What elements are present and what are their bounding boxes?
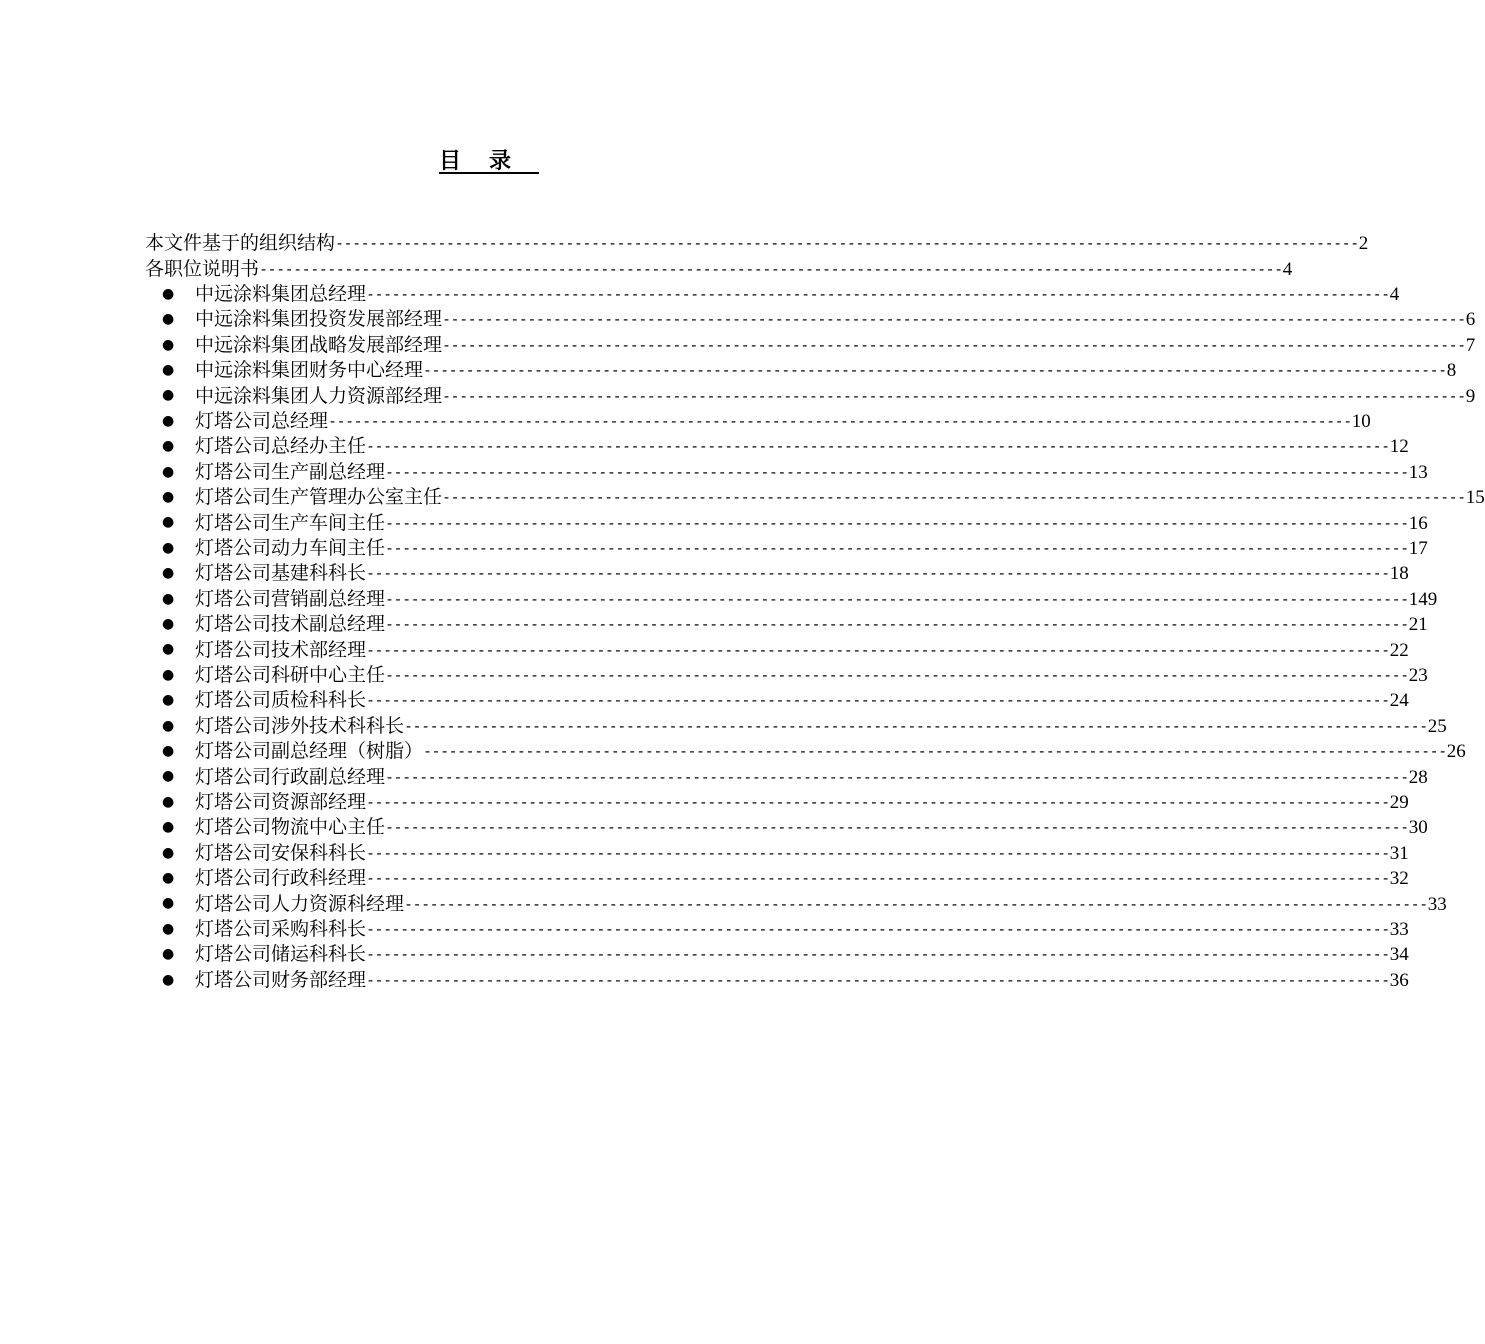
toc-entry[interactable] <box>162 688 1409 713</box>
toc-leader: ------------------------------------------------------------------------------------------------------------------------ <box>385 767 1409 786</box>
toc-entry-label: 灯塔公司行政科经理 <box>195 867 367 890</box>
toc-entry[interactable] <box>162 409 1371 434</box>
bullet-icon: ● <box>162 489 175 505</box>
toc-entry-label: 中远涂料集团总经理 <box>195 282 367 305</box>
bullet-icon: ● <box>162 311 175 328</box>
toc-entry-page-number: 22 <box>1389 639 1409 661</box>
toc-entry-label: 灯塔公司储运科科长 <box>195 943 367 966</box>
toc-leader: ------------------------------------------------------------------------------------------------------------------------ <box>385 589 1409 608</box>
toc-entry[interactable] <box>162 282 1400 307</box>
toc-entry-page-number: 31 <box>1389 842 1409 864</box>
toc-entry-label: 灯塔公司人力资源科经理 <box>195 892 405 915</box>
toc-entry-label: 灯塔公司采购科科长 <box>195 917 367 940</box>
toc-entry[interactable] <box>162 307 1476 332</box>
bullet-icon: ● <box>162 870 175 886</box>
toc-entry[interactable] <box>162 790 1409 815</box>
toc-entry-page-number: 16 <box>1408 512 1428 534</box>
toc-entry-label: 中远涂料集团投资发展部经理 <box>195 308 443 331</box>
toc-leader: ------------------------------------------------------------------------------------------------------------------------ <box>366 945 1390 964</box>
toc-entry-page-number: 23 <box>1408 664 1428 686</box>
toc-entry-page-number: 15 <box>1465 487 1485 509</box>
bullet-icon: ● <box>162 590 175 607</box>
bullet-icon: ● <box>162 362 175 378</box>
toc-entry-page-number: 2 <box>1358 233 1369 255</box>
toc-entry[interactable] <box>162 866 1409 891</box>
toc-leader: ------------------------------------------------------------------------------------------------------------------------ <box>366 792 1390 811</box>
toc-leader: ------------------------------------------------------------------------------------------------------------------------ <box>385 818 1409 837</box>
bullet-icon: ● <box>162 793 175 810</box>
toc-entry[interactable] <box>162 434 1409 459</box>
toc-entry[interactable] <box>162 460 1428 485</box>
toc-entry-label: 灯塔公司涉外技术科科长 <box>195 714 405 737</box>
toc-entry[interactable] <box>145 231 1369 256</box>
toc-entry-label: 灯塔公司技术副总经理 <box>195 613 386 636</box>
toc-entry[interactable] <box>162 942 1409 967</box>
toc-entry[interactable] <box>162 891 1447 916</box>
toc-entry-page-number: 12 <box>1389 436 1409 458</box>
toc-entry-page-number: 34 <box>1389 944 1409 966</box>
toc-entry-page-number: 10 <box>1351 410 1371 432</box>
toc-entry-page-number: 17 <box>1408 537 1428 559</box>
toc-leader: ------------------------------------------------------------------------------------------------------------------------ <box>366 640 1390 659</box>
toc-entry-label: 灯塔公司资源部经理 <box>195 790 367 813</box>
toc-entry-page-number: 29 <box>1389 791 1409 813</box>
toc-entry-label: 灯塔公司生产管理办公室主任 <box>195 486 443 509</box>
bullet-icon: ● <box>162 463 175 480</box>
toc-entry-label: 灯塔公司科研中心主任 <box>195 663 386 686</box>
toc-entry-label: 灯塔公司动力车间主任 <box>195 536 386 559</box>
toc-entry-label: 灯塔公司行政副总经理 <box>195 765 386 788</box>
toc-leader: ------------------------------------------------------------------------------------------------------------------------ <box>366 843 1390 862</box>
toc-leader: ------------------------------------------------------------------------------------------------------------------------ <box>366 564 1390 583</box>
toc-leader: ------------------------------------------------------------------------------------------------------------------------ <box>385 513 1409 532</box>
toc-entry-page-number: 18 <box>1389 563 1409 585</box>
toc-entry[interactable] <box>162 637 1409 662</box>
bullet-icon: ● <box>162 743 175 759</box>
toc-leader: ------------------------------------------------------------------------------------------------------------------------ <box>423 742 1447 761</box>
toc-entry-page-number: 33 <box>1389 918 1409 940</box>
toc-entry-label: 灯塔公司总经办主任 <box>195 435 367 458</box>
toc-entry-page-number: 8 <box>1446 360 1457 382</box>
toc-entry[interactable] <box>162 841 1409 866</box>
toc-entry-label: 各职位说明书 <box>145 257 260 280</box>
bullet-icon: ● <box>162 768 175 785</box>
bullet-icon: ● <box>162 438 175 455</box>
bullet-icon: ● <box>162 514 175 531</box>
bullet-icon: ● <box>162 692 175 709</box>
toc-entry-page-number: 4 <box>1282 258 1293 280</box>
toc-entry-page-number: 6 <box>1465 309 1476 331</box>
toc-leader: ------------------------------------------------------------------------------------------------------------------------ <box>366 970 1390 989</box>
bullet-icon: ● <box>162 920 175 937</box>
toc-leader: ------------------------------------------------------------------------------------------------------------------------ <box>442 386 1466 405</box>
bullet-icon: ● <box>162 285 175 302</box>
toc-entry-page-number: 9 <box>1465 385 1476 407</box>
toc-entry[interactable] <box>162 485 1485 510</box>
toc-leader: ------------------------------------------------------------------------------------------------------------------------ <box>385 462 1409 481</box>
toc-entry[interactable] <box>162 815 1428 840</box>
toc-leader: ------------------------------------------------------------------------------------------------------------------------ <box>404 894 1428 913</box>
bullet-icon: ● <box>162 819 175 836</box>
toc-entry[interactable] <box>162 510 1428 535</box>
toc-entry[interactable] <box>162 968 1409 993</box>
toc-entry[interactable] <box>162 383 1476 408</box>
toc-entry[interactable] <box>162 764 1428 789</box>
toc-entry[interactable] <box>162 358 1457 383</box>
toc-leader: ------------------------------------------------------------------------------------------------------------------------ <box>366 691 1390 710</box>
bullet-icon: ● <box>162 387 175 404</box>
bullet-icon: ● <box>162 666 175 683</box>
toc-entry-label: 中远涂料集团战略发展部经理 <box>195 333 443 356</box>
toc-entry-label: 灯塔公司总经理 <box>195 409 329 432</box>
toc-entry-page-number: 7 <box>1465 334 1476 356</box>
toc-leader: ------------------------------------------------------------------------------------------------------------------------ <box>259 259 1283 278</box>
toc-entry-label: 灯塔公司营销副总经理 <box>195 587 386 610</box>
bullet-icon: ● <box>162 565 175 582</box>
toc-entry-page-number: 30 <box>1408 817 1428 839</box>
toc-entry[interactable] <box>162 561 1409 586</box>
toc-entry[interactable] <box>145 256 1293 281</box>
toc-entry-page-number: 149 <box>1408 588 1438 610</box>
toc-entry-label: 灯塔公司副总经理（树脂） <box>195 740 424 763</box>
toc-entry-label: 灯塔公司安保科科长 <box>195 841 367 864</box>
toc-entry-page-number: 4 <box>1389 283 1400 305</box>
toc-entry-page-number: 25 <box>1427 715 1447 737</box>
toc-leader: ------------------------------------------------------------------------------------------------------------------------ <box>385 615 1409 634</box>
bullet-icon: ● <box>162 616 175 632</box>
toc-entry[interactable] <box>162 536 1428 561</box>
toc-entry-label: 本文件基于的组织结构 <box>145 232 336 255</box>
toc-entry-page-number: 32 <box>1389 868 1409 890</box>
toc-entry[interactable] <box>162 663 1428 688</box>
toc-leader: ------------------------------------------------------------------------------------------------------------------------ <box>366 437 1390 456</box>
toc-entry-label: 灯塔公司技术部经理 <box>195 638 367 661</box>
toc-leader: ------------------------------------------------------------------------------------------------------------------------ <box>442 310 1466 329</box>
toc-leader: ------------------------------------------------------------------------------------------------------------------------ <box>404 716 1428 735</box>
bullet-icon: ● <box>162 412 175 429</box>
bullet-icon: ● <box>162 717 175 734</box>
toc-leader: ------------------------------------------------------------------------------------------------------------------------ <box>366 284 1390 303</box>
bullet-icon: ● <box>162 641 175 658</box>
toc-entry-page-number: 36 <box>1389 969 1409 991</box>
toc-leader: ------------------------------------------------------------------------------------------------------------------------ <box>328 411 1352 430</box>
toc-leader: ------------------------------------------------------------------------------------------------------------------------ <box>366 919 1390 938</box>
toc-entry-page-number: 13 <box>1408 461 1428 483</box>
toc-entry-label: 灯塔公司质检科科长 <box>195 689 367 712</box>
bullet-icon: ● <box>162 336 175 353</box>
toc-leader: ------------------------------------------------------------------------------------------------------------------------ <box>423 361 1447 380</box>
toc-leader: ------------------------------------------------------------------------------------------------------------------------ <box>366 869 1390 888</box>
toc-heading <box>0 146 950 176</box>
toc-entry-page-number: 28 <box>1408 766 1428 788</box>
toc-entry-label: 中远涂料集团人力资源部经理 <box>195 384 443 407</box>
toc-entry-label: 灯塔公司生产副总经理 <box>195 460 386 483</box>
toc-leader: ------------------------------------------------------------------------------------------------------------------------ <box>442 335 1466 354</box>
toc-entry[interactable] <box>162 714 1447 739</box>
toc-entry-label: 中远涂料集团财务中心经理 <box>195 359 424 382</box>
toc-leader: ------------------------------------------------------------------------------------------------------------------------ <box>385 538 1409 557</box>
toc-entry[interactable] <box>162 333 1476 358</box>
bullet-icon: ● <box>162 539 175 556</box>
toc-entry-label: 灯塔公司生产车间主任 <box>195 511 386 534</box>
toc-entry-page-number: 21 <box>1408 614 1428 636</box>
toc-heading-text: 目录 <box>438 148 539 174</box>
toc-entry-page-number: 24 <box>1389 690 1409 712</box>
bullet-icon: ● <box>162 895 175 912</box>
toc-entry[interactable] <box>162 739 1466 764</box>
toc-entry-label: 灯塔公司基建科科长 <box>195 562 367 585</box>
toc-entry[interactable] <box>162 612 1428 637</box>
toc-entry[interactable] <box>162 587 1438 612</box>
bullet-icon: ● <box>162 971 175 988</box>
toc-entry-label: 灯塔公司物流中心主任 <box>195 816 386 839</box>
bullet-icon: ● <box>162 946 175 963</box>
toc-leader: ------------------------------------------------------------------------------------------------------------------------ <box>442 488 1466 507</box>
toc-entry-label: 灯塔公司财务部经理 <box>195 968 367 991</box>
toc-entry-page-number: 33 <box>1427 893 1447 915</box>
toc-leader: ------------------------------------------------------------------------------------------------------------------------ <box>385 665 1409 684</box>
toc-leader: ------------------------------------------------------------------------------------------------------------------------ <box>335 234 1359 253</box>
toc-entry-page-number: 26 <box>1446 741 1466 763</box>
toc-entry[interactable] <box>162 917 1409 942</box>
bullet-icon: ● <box>162 844 175 861</box>
